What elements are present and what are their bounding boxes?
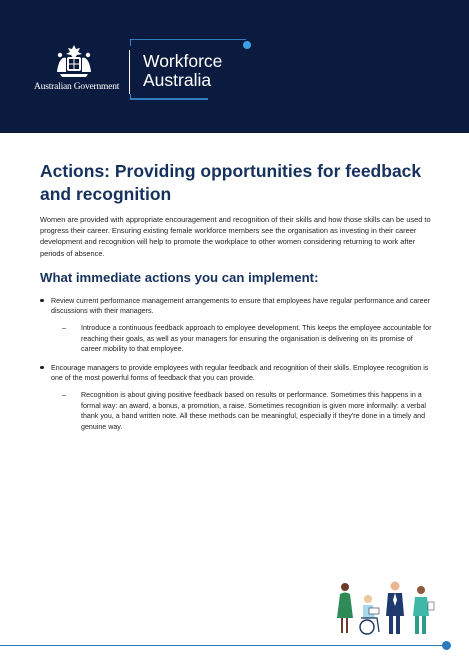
bullet-icon: [40, 299, 44, 303]
action-list: [40, 296, 432, 433]
dash-icon: –: [62, 389, 67, 399]
government-label: Australian Government: [34, 82, 120, 92]
sub-item-text: Recognition is about giving positive feedback based on results or performance. Sometimes this happens in a formal way: an award, a bonus, a promotion, a raise. Sometimes recognition is given more informally: a verbal thank you, a hand written note. All these methods can be meaningful, especially if they're done in a timely and genuine way.: [81, 390, 426, 431]
footer-dot-icon: [442, 641, 451, 650]
page-title: Actions: Providing opportunities for feedback and recognition: [40, 161, 422, 204]
intro-paragraph: Women are provided with appropriate encouragement and recognition of their skills and how those skills can be used to progress their career. Ensuring existing female workforce members see the organisation as investing in their career development and recognition will help to promote the workplace to other women considering returning to work after periods of absence.: [40, 215, 431, 258]
footer-rule: [0, 645, 446, 646]
sub-item: [51, 390, 432, 432]
people-group-illustration: [331, 578, 439, 636]
sub-item-text: Introduce a continuous feedback approach to employee development. This keeps the employee accountable for reaching their goals, as well as your managers for ensuring the organisation is delivering on its promise of career mobility to that employee.: [81, 324, 432, 354]
person-suit-icon: [386, 582, 404, 635]
dash-icon: –: [62, 323, 67, 332]
sub-item: [51, 323, 432, 355]
header-banner: [0, 0, 469, 133]
brand-line-2: Australia: [143, 70, 212, 90]
bullet-icon: [40, 366, 44, 370]
wheelchair-person-icon: [360, 595, 379, 634]
brand-title: [143, 52, 222, 90]
section-heading: What immediate actions you can implement:: [40, 269, 319, 285]
coat-of-arms-icon: [54, 44, 94, 80]
person-left-icon: [337, 583, 353, 633]
brand-line-1: Workforce: [143, 51, 223, 71]
main-content: [40, 160, 432, 440]
bullet-text: Review current performance management arrangements to ensure that employees have regular performance and career discussions with their managers.: [51, 296, 430, 316]
list-item: [40, 363, 432, 433]
list-item: [40, 296, 432, 355]
bullet-text: Encourage managers to provide employees with regular feedback and recognition of their skills. Employee recognition is one of the most powerful forms of feedback that you can provide.: [51, 363, 429, 383]
person-scrubs-icon: [413, 586, 434, 634]
